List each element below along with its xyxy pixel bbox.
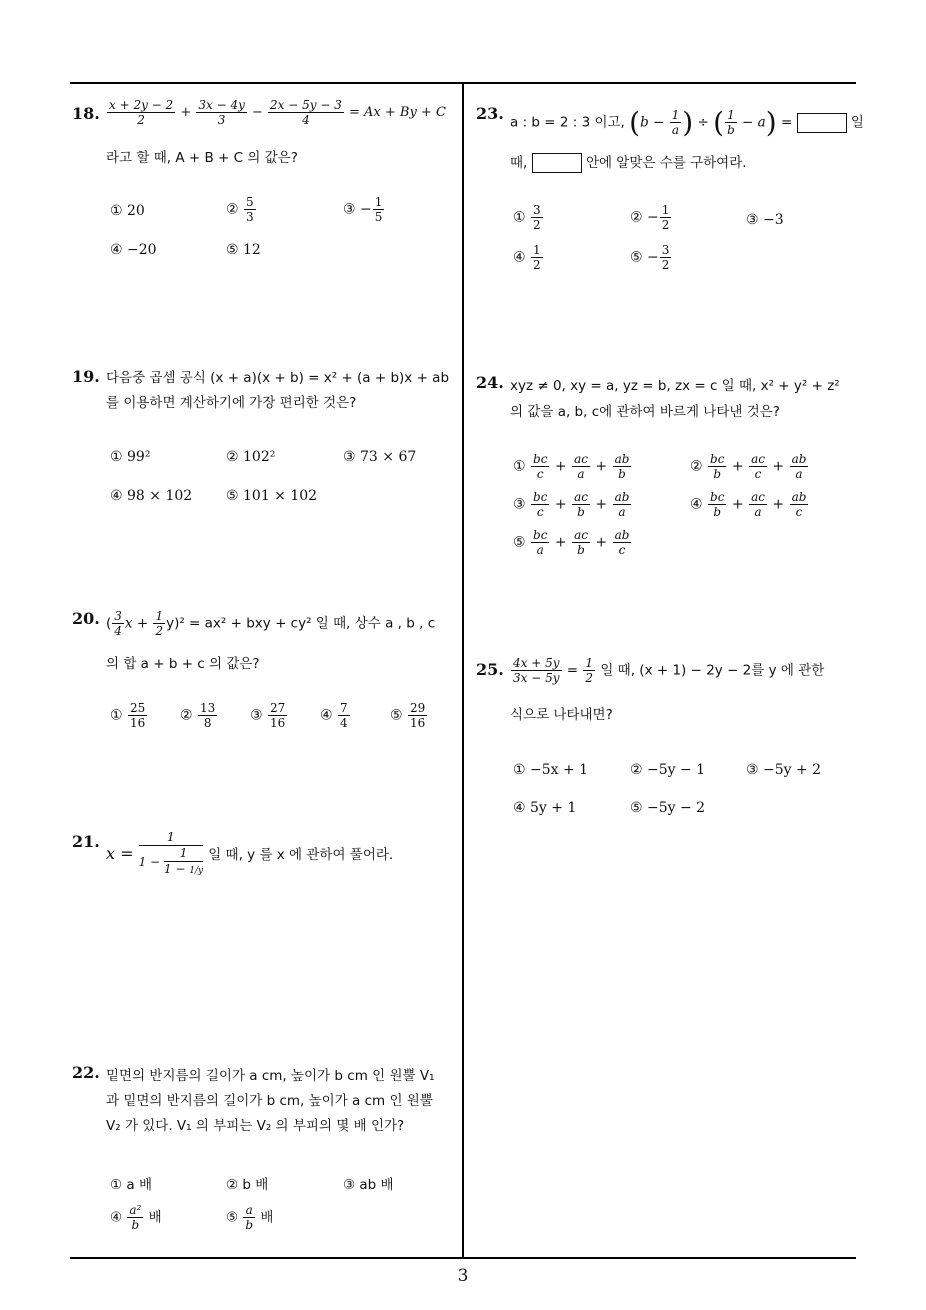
option-5[interactable]: ⑤ − $\frac{3}{2}$ — [630, 243, 670, 272]
column-divider — [462, 82, 464, 1259]
option-1[interactable]: ① $\frac{3}{2}$ — [513, 203, 541, 232]
option-2[interactable]: ② b 배 — [226, 1177, 269, 1193]
option-2[interactable]: ② $\frac{5}{3}$ — [226, 195, 254, 224]
question-number: 23. — [476, 104, 504, 123]
option-4[interactable]: ④ 5y + 1 — [513, 800, 577, 816]
question-text: 과 밑면의 반지름의 길이가 b cm, 높이가 a cm 인 원뿔 — [106, 1093, 433, 1109]
question-number: 20. — [72, 609, 100, 628]
question-text: ( $\frac{3}{4}$ x + $\frac{1}{2}$ y)² = ax² + bxy + cy² 일 때, 상수 a , b , c — [106, 609, 436, 638]
question-text: 밑면의 반지름의 길이가 a cm, 높이가 b cm 인 원뿔 V₁ — [106, 1068, 435, 1084]
question-text: V₂ 가 있다. V₁ 의 부피는 V₂ 의 부피의 몇 배 인가? — [106, 1118, 405, 1134]
option-5[interactable]: ⑤ $\frac{29}{16}$ — [390, 701, 426, 730]
option-1[interactable]: ① a 배 — [110, 1177, 152, 1193]
option-4[interactable]: ④ $\frac{bc}{b}$ + $\frac{ac}{a}$ + $\frac{ab}{c}$ — [690, 490, 807, 519]
answer-box — [797, 113, 847, 133]
fraction: $\frac{x + 2y - 2}{2}$ — [109, 98, 174, 127]
option-4[interactable]: ④ −20 — [110, 242, 157, 258]
question-equation: $\frac{x + 2y - 2}{2}$ + $\frac{3x - 4y}{3}$ − $\frac{2x - 5y - 3}{4}$ = Ax + By + C — [109, 98, 446, 127]
option-1[interactable]: ① $\frac{25}{16}$ — [110, 701, 146, 730]
question-text: 를 이용하면 계산하기에 가장 편리한 것은? — [106, 395, 357, 411]
option-2[interactable]: ② −5y − 1 — [630, 762, 706, 778]
option-2[interactable]: ② $\frac{bc}{b}$ + $\frac{ac}{c}$ + $\frac{ab}{a}$ — [690, 452, 807, 481]
option-1[interactable]: ① 99² — [110, 449, 151, 465]
question-text: 의 합 a + b + c 의 값은? — [106, 656, 260, 672]
option-4[interactable]: ④ 98 × 102 — [110, 488, 193, 504]
question-text: $\frac{4x + 5y}{3x - 5y}$ = $\frac{1}{2}$ 일 때, (x + 1) − 2y − 2를 y 에 관한 — [513, 656, 825, 685]
bottom-rule — [70, 1257, 856, 1259]
question-number: 21. — [72, 832, 100, 851]
option-3[interactable]: ③ −3 — [746, 212, 784, 228]
question-text: 의 값을 a, b, c에 관하여 바르게 나타낸 것은? — [510, 404, 780, 420]
option-4[interactable]: ④ $\frac{1}{2}$ — [513, 243, 541, 272]
question-number: 25. — [476, 660, 504, 679]
question-text: 라고 할 때, A + B + C 의 값은? — [106, 150, 298, 166]
option-4[interactable]: ④ $\frac{7}{4}$ — [320, 701, 348, 730]
option-5[interactable]: ⑤ 12 — [226, 242, 261, 258]
option-3[interactable]: ③ −5y + 2 — [746, 762, 822, 778]
fraction: $\frac{2x - 5y - 3}{4}$ — [270, 98, 342, 127]
question-equation: x = 1 1 − $\frac{1}{1 - 1/y}$ 일 때, y 를 x 에 관하여 풀어라. — [106, 830, 394, 876]
option-1[interactable]: ① $\frac{bc}{c}$ + $\frac{ac}{a}$ + $\frac{ab}{b}$ — [513, 452, 630, 481]
question-text: a : b = 2 : 3 이고, (b − $\frac{1}{a}$ ) ÷ ( $\frac{1}{b}$ − a) = 일 — [510, 106, 864, 139]
option-1[interactable]: ① 20 — [110, 203, 145, 219]
fraction: $\frac{3x - 4y}{3}$ — [198, 98, 245, 127]
option-3[interactable]: ③ − $\frac{1}{5}$ — [343, 195, 383, 224]
question-number: 22. — [72, 1063, 100, 1082]
option-2[interactable]: ② $\frac{13}{8}$ — [180, 701, 216, 730]
option-5[interactable]: ⑤ $\frac{bc}{a}$ + $\frac{ac}{b}$ + $\frac{ab}{c}$ — [513, 528, 630, 557]
option-4[interactable]: ④ $\frac{\text{a²}}{b}$ 배 — [110, 1203, 162, 1232]
option-3[interactable]: ③ $\frac{bc}{c}$ + $\frac{ac}{b}$ + $\frac{ab}{a}$ — [513, 490, 630, 519]
question-number: 19. — [72, 367, 100, 386]
question-number: 24. — [476, 373, 504, 392]
question-text: xyz ≠ 0, xy = a, yz = b, zx = c 일 때, x² + y² + z² — [510, 378, 840, 394]
option-5[interactable]: ⑤ 101 × 102 — [226, 488, 318, 504]
question-text: 다음중 곱셈 공식 (x + a)(x + b) = x² + (a + b)x + ab — [106, 370, 450, 386]
question-text: 때, 안에 알맞은 수를 구하여라. — [510, 155, 747, 171]
question-number: 18. — [72, 104, 100, 123]
option-2[interactable]: ② − $\frac{1}{2}$ — [630, 203, 670, 232]
option-3[interactable]: ③ $\frac{27}{16}$ — [250, 701, 286, 730]
option-5[interactable]: ⑤ −5y − 2 — [630, 800, 706, 816]
option-1[interactable]: ① −5x + 1 — [513, 762, 589, 778]
option-3[interactable]: ③ ab 배 — [343, 1177, 394, 1193]
answer-box — [532, 153, 582, 173]
option-5[interactable]: ⑤ $\frac{a}{b}$ 배 — [226, 1203, 274, 1232]
option-3[interactable]: ③ 73 × 67 — [343, 449, 417, 465]
question-text: 식으로 나타내면? — [510, 707, 613, 723]
page-number: 3 — [457, 1266, 469, 1286]
option-2[interactable]: ② 102² — [226, 449, 276, 465]
